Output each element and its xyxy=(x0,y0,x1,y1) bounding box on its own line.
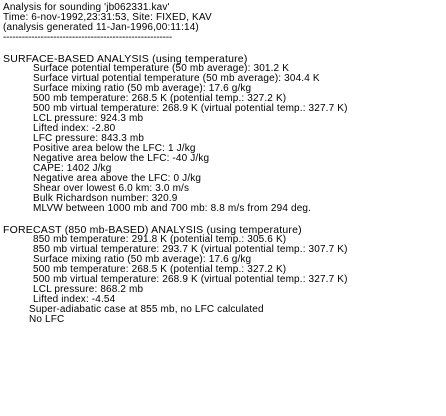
forecast-line: 500 mb temperature: 268.5 K (potential temp.: 327.2 K) xyxy=(33,264,287,275)
forecast-line: 850 mb virtual temperature: 293.7 K (virtual potential temp.: 307.7 K) xyxy=(33,244,348,255)
surface-line: Bulk Richardson number: 320.9 xyxy=(33,193,178,204)
forecast-line: LCL pressure: 868.2 mb xyxy=(33,284,144,295)
surface-line: Positive area below the LFC: 1 J/kg xyxy=(33,143,196,154)
generated-date-line: (analysis generated 11-Jan-1996,00:11:14) xyxy=(3,22,199,33)
surface-line: Surface mixing ratio (50 mb average): 17.6 g/kg xyxy=(33,83,252,94)
forecast-line: Lifted index: -4.54 xyxy=(33,294,116,305)
surface-line: 500 mb temperature: 268.5 K (potential temp.: 327.2 K) xyxy=(33,93,287,104)
surface-line: Negative area below the LFC: -40 J/kg xyxy=(33,153,210,164)
time-site-line: Time: 6-nov-1992,23:31:53, Site: FIXED, KAV xyxy=(3,12,212,23)
surface-line: CAPE: 1402 J/kg xyxy=(33,163,112,174)
surface-section-title: SURFACE-BASED ANALYSIS (using temperature) xyxy=(3,53,248,65)
surface-line: LFC pressure: 843.3 mb xyxy=(33,133,145,144)
forecast-note: Super-adiabatic case at 855 mb, no LFC calculated xyxy=(29,304,264,315)
surface-line: Lifted index: -2.80 xyxy=(33,123,116,134)
surface-line: Negative area above the LFC: 0 J/kg xyxy=(33,173,202,184)
surface-line: MLVW between 1000 mb and 700 mb: 8.8 m/s from 294 deg. xyxy=(33,203,312,214)
surface-line: Shear over lowest 6.0 km: 3.0 m/s xyxy=(33,183,190,194)
surface-line: LCL pressure: 924.3 mb xyxy=(33,113,144,124)
surface-line: 500 mb virtual temperature: 268.9 K (virtual potential temp.: 327.7 K) xyxy=(33,103,348,114)
surface-line: Surface potential temperature (50 mb average): 301.2 K xyxy=(33,63,290,74)
forecast-section-title: FORECAST (850 mb-BASED) ANALYSIS (using temperature) xyxy=(3,224,302,236)
forecast-line: 500 mb virtual temperature: 268.9 K (virtual potential temp.: 327.7 K) xyxy=(33,274,348,285)
forecast-line: Surface mixing ratio (50 mb average): 17.6 g/kg xyxy=(33,254,252,265)
surface-line: Surface virtual potential temperature (50 mb average): 304.4 K xyxy=(33,73,320,84)
forecast-line: 850 mb temperature: 291.8 K (potential temp.: 305.6 K) xyxy=(33,234,287,245)
forecast-note: No LFC xyxy=(29,314,65,325)
analysis-title-line: Analysis for sounding 'jb062331.kav' xyxy=(3,2,170,13)
header-separator: ------------------------------------------------------ xyxy=(3,33,173,43)
